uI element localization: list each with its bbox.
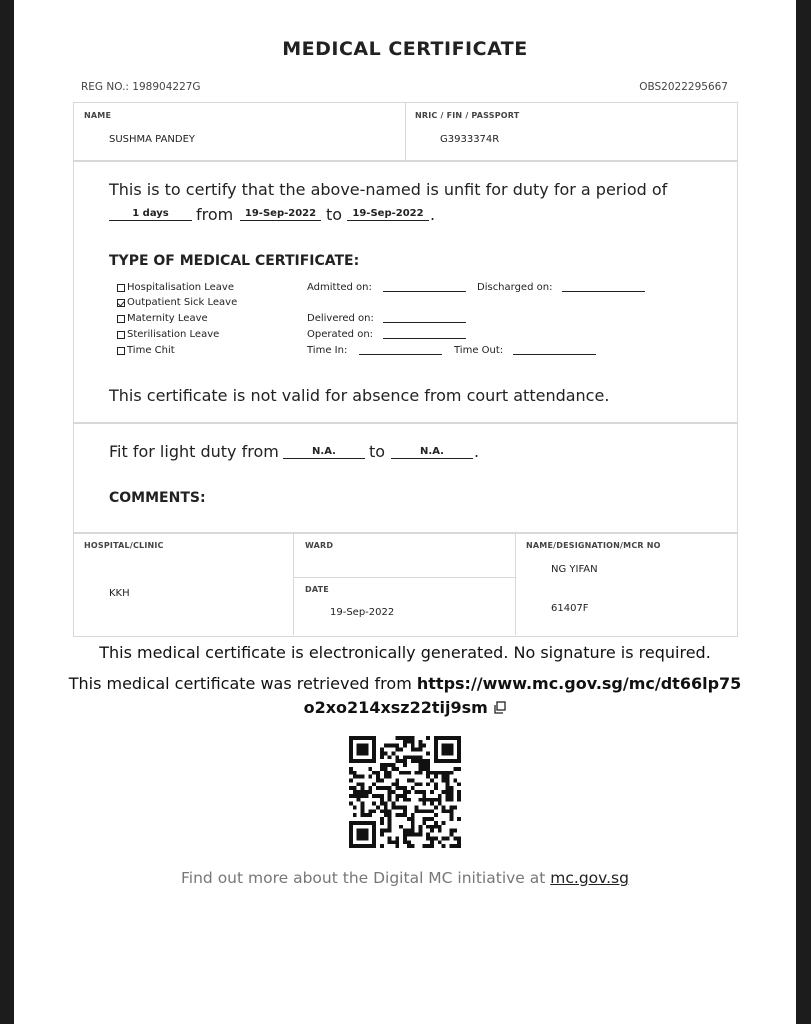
light-duty-from: N.A. <box>283 446 365 459</box>
url-continued <box>14 698 796 717</box>
mcr-number: 61407F <box>551 603 589 614</box>
retrieved-note <box>14 674 796 693</box>
nric-value: G3933374R <box>440 134 500 145</box>
operated-label: Operated on: <box>307 329 374 340</box>
from-date: 19-Sep-2022 <box>240 208 321 221</box>
patient-name: SUSHMA PANDEY <box>109 134 196 145</box>
option-maternity: Maternity Leave <box>117 313 208 324</box>
light-duty-box <box>73 422 738 534</box>
time-out-line <box>513 354 596 355</box>
admitted-line <box>383 291 466 292</box>
option-sterilisation: Sterilisation Leave <box>117 329 219 340</box>
delivered-label: Delivered on: <box>307 313 374 324</box>
to-word: to <box>326 205 343 224</box>
from-word: from <box>196 205 234 224</box>
discharged-line <box>562 291 645 292</box>
date-value: 19-Sep-2022 <box>330 607 395 618</box>
time-in-line <box>359 354 442 355</box>
light-duty-to: N.A. <box>391 446 473 459</box>
period-end: . <box>430 205 436 224</box>
checkbox-icon <box>117 347 125 355</box>
retrieved-prefix: This medical certificate was retrieved from <box>68 674 412 693</box>
light-duty-prefix: Fit for light duty from <box>109 442 279 461</box>
copy-icon[interactable] <box>493 699 506 712</box>
certificate-page <box>14 0 796 1024</box>
option-hospitalisation: Hospitalisation Leave <box>117 282 234 293</box>
nric-label: NRIC / FIN / PASSPORT <box>415 111 520 120</box>
certificate-url-continued[interactable]: o2xo214xsz22tij9sm <box>303 698 488 717</box>
hospital-label: HOSPITAL/CLINIC <box>84 541 164 550</box>
page-title: MEDICAL CERTIFICATE <box>282 38 528 60</box>
checkbox-icon <box>117 331 125 339</box>
date-label: DATE <box>305 585 329 594</box>
divider <box>293 577 515 578</box>
time-in-label: Time In: <box>307 345 348 356</box>
electronic-note: This medical certificate is electronically generated. No signature is required. <box>99 643 711 662</box>
doctor-label: NAME/DESIGNATION/MCR NO <box>526 541 661 550</box>
divider <box>515 532 516 635</box>
operated-line <box>383 338 466 339</box>
divider <box>405 102 406 160</box>
checkbox-icon <box>117 315 125 323</box>
obs-number: OBS2022295667 <box>639 81 728 93</box>
checkbox-icon <box>117 284 125 292</box>
light-duty-end: . <box>474 442 480 461</box>
divider <box>293 532 294 635</box>
leave-days: 1 days <box>109 208 192 221</box>
light-duty-to-word: to <box>369 442 386 461</box>
doctor-name: NG YIFAN <box>551 564 598 575</box>
checked-checkbox-icon <box>117 299 125 307</box>
hospital-value: KKH <box>109 588 130 599</box>
comments-heading: COMMENTS: <box>109 490 206 506</box>
certify-statement: This is to certify that the above-named is unfit for duty for a period of <box>109 180 668 199</box>
option-time-chit: Time Chit <box>117 345 175 356</box>
validity-note: This certificate is not valid for absence from court attendance. <box>109 386 610 405</box>
reg-number: REG NO.: 198904227G <box>81 81 201 93</box>
time-out-label: Time Out: <box>454 345 504 356</box>
find-out-more <box>14 869 796 887</box>
delivered-line <box>383 322 466 323</box>
discharged-label: Discharged on: <box>477 282 553 293</box>
option-outpatient: Outpatient Sick Leave <box>117 297 237 308</box>
admitted-label: Admitted on: <box>307 282 372 293</box>
name-label: NAME <box>84 111 112 120</box>
certificate-url[interactable]: https://www.mc.gov.sg/mc/dt66lp75 <box>416 674 742 693</box>
qr-code <box>349 736 461 848</box>
find-prefix: Find out more about the Digital MC initiative at <box>181 869 546 887</box>
to-date: 19-Sep-2022 <box>347 208 429 221</box>
mc-gov-link[interactable]: mc.gov.sg <box>550 869 629 887</box>
type-heading: TYPE OF MEDICAL CERTIFICATE: <box>109 253 360 269</box>
ward-label: WARD <box>305 541 334 550</box>
